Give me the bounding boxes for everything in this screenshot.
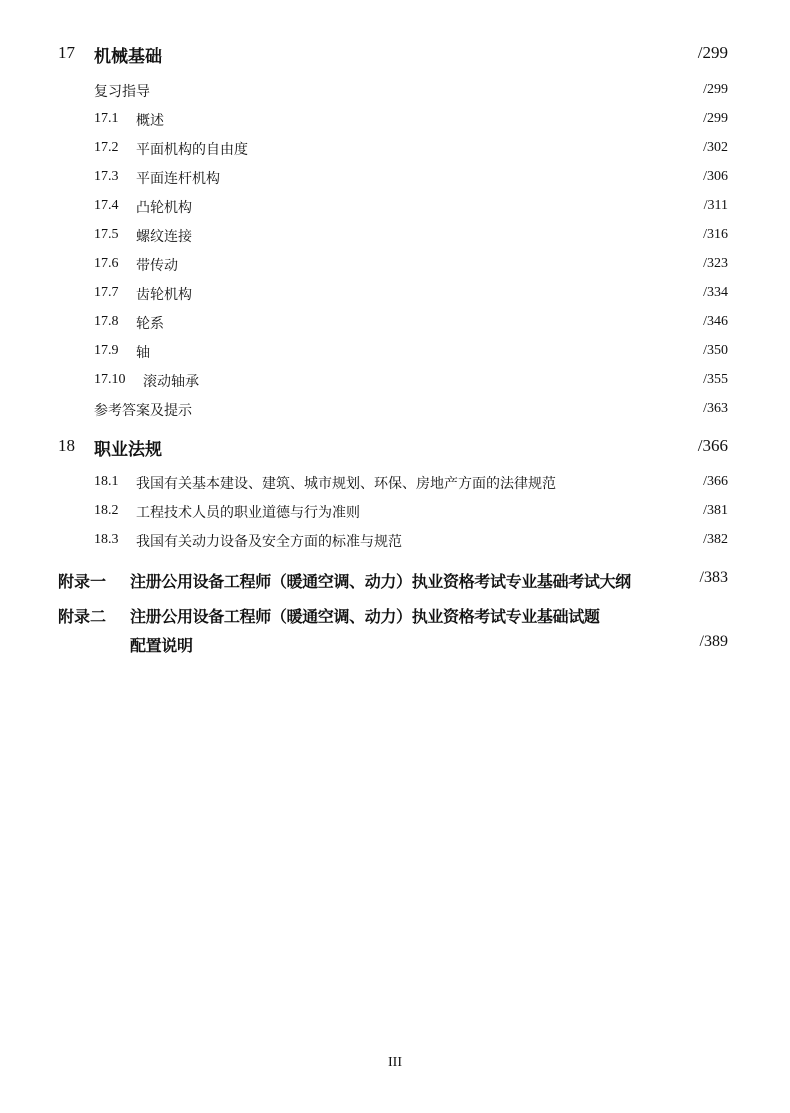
toc-entry[interactable]	[0, 310, 790, 336]
entry-page: /382	[703, 532, 728, 547]
entry-page: /302	[703, 140, 728, 155]
entry-number: 18.1	[94, 474, 119, 489]
entry-title: 轮系	[136, 316, 164, 332]
entry-title: 带传动	[136, 258, 178, 274]
appendix-page: /389	[699, 633, 728, 650]
appendix-label: 附录二	[58, 607, 107, 626]
entry-title: 凸轮机构	[136, 200, 192, 216]
toc-chapter-18[interactable]	[0, 433, 790, 459]
entry-page: /323	[703, 256, 728, 271]
entry-page: /334	[703, 285, 728, 300]
entry-number: 17.4	[94, 198, 119, 213]
appendix-label: 附录一	[58, 572, 107, 591]
toc-chapter-17[interactable]	[0, 40, 790, 66]
toc-entry[interactable]	[0, 78, 790, 104]
entry-number: 17.10	[94, 372, 126, 387]
toc-entry[interactable]	[0, 397, 790, 423]
entry-page: /316	[703, 227, 728, 242]
entry-title: 参考答案及提示	[94, 403, 192, 419]
appendix-title-continued: 配置说明	[130, 636, 193, 655]
toc-entry[interactable]	[0, 136, 790, 162]
entry-number: 17.5	[94, 227, 119, 242]
entry-number: 17.3	[94, 169, 119, 184]
chapter-number: 17	[58, 43, 75, 62]
entry-page: /355	[703, 372, 728, 387]
entry-page: /306	[703, 169, 728, 184]
entry-number: 18.3	[94, 532, 119, 547]
entry-title: 概述	[136, 113, 164, 129]
chapter-title: 机械基础	[94, 47, 162, 67]
toc-entry[interactable]	[0, 470, 790, 496]
toc-entry[interactable]	[0, 368, 790, 394]
toc-entry[interactable]	[0, 194, 790, 220]
toc-entry[interactable]	[0, 281, 790, 307]
entry-title: 平面机构的自由度	[136, 142, 248, 158]
entry-title: 平面连杆机构	[136, 171, 220, 187]
entry-page: /346	[703, 314, 728, 329]
appendix-page: /383	[699, 569, 728, 586]
toc-appendix-2[interactable]	[0, 601, 790, 627]
toc-entry[interactable]	[0, 223, 790, 249]
toc-appendix-2-continued[interactable]	[0, 630, 790, 656]
toc-entry[interactable]	[0, 499, 790, 525]
entry-title: 螺纹连接	[136, 229, 192, 245]
entry-page: /366	[703, 474, 728, 489]
toc-appendix-1[interactable]	[0, 566, 790, 592]
entry-title: 齿轮机构	[136, 287, 192, 303]
page-number: III	[388, 1055, 402, 1070]
entry-number: 17.8	[94, 314, 119, 329]
entry-page: /299	[703, 111, 728, 126]
entry-number: 17.9	[94, 343, 119, 358]
toc-entry[interactable]	[0, 165, 790, 191]
entry-page: /350	[703, 343, 728, 358]
toc-entry[interactable]	[0, 252, 790, 278]
chapter-page: /299	[697, 43, 728, 62]
chapter-page: /366	[697, 436, 728, 455]
entry-page: /363	[703, 401, 728, 416]
chapter-title: 职业法规	[94, 440, 162, 460]
chapter-number: 18	[58, 436, 75, 455]
entry-number: 17.6	[94, 256, 119, 271]
entry-number: 17.7	[94, 285, 119, 300]
entry-page: /381	[703, 503, 728, 518]
toc-entry[interactable]	[0, 107, 790, 133]
entry-title: 我国有关动力设备及安全方面的标准与规范	[136, 534, 402, 550]
entry-number: 18.2	[94, 503, 119, 518]
entry-page: /311	[703, 198, 728, 213]
appendix-title: 注册公用设备工程师（暖通空调、动力）执业资格考试专业基础试题	[130, 607, 600, 626]
entry-title: 轴	[136, 345, 150, 361]
entry-page: /299	[703, 82, 728, 97]
appendix-title: 注册公用设备工程师（暖通空调、动力）执业资格考试专业基础考试大纲	[130, 572, 631, 591]
entry-title: 滚动轴承	[143, 374, 199, 390]
entry-number: 17.1	[94, 111, 119, 126]
entry-number: 17.2	[94, 140, 119, 155]
entry-title: 复习指导	[94, 84, 150, 100]
toc-entry[interactable]	[0, 528, 790, 554]
entry-title: 我国有关基本建设、建筑、城市规划、环保、房地产方面的法律规范	[136, 476, 556, 492]
entry-title: 工程技术人员的职业道德与行为准则	[136, 505, 360, 521]
toc-entry[interactable]	[0, 339, 790, 365]
